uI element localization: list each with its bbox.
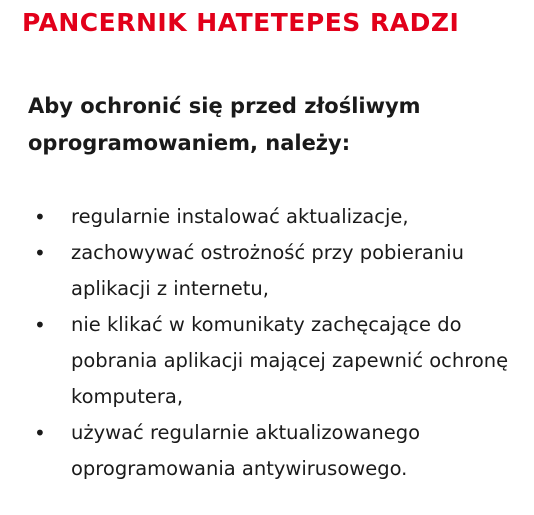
bullet-icon: • <box>34 421 46 445</box>
bullet-icon: • <box>34 205 46 229</box>
list-item <box>28 199 528 235</box>
tips-list <box>28 199 528 487</box>
list-item <box>28 307 528 415</box>
intro-text: Aby ochronić się przed złośliwym oprogramowaniem, należy: <box>28 94 421 155</box>
tip-text: zachowywać ostrożność przy pobieraniu aplikacji z internetu, <box>71 241 464 300</box>
page-title: PANCERNIK HATETEPES RADZI <box>22 8 460 37</box>
list-item <box>28 415 528 487</box>
bullet-icon: • <box>34 241 46 265</box>
tip-text: regularnie instalować aktualizacje, <box>71 205 409 228</box>
bullet-icon: • <box>34 313 46 337</box>
list-item <box>28 235 528 307</box>
tip-text: nie klikać w komunikaty zachęcające do pobrania aplikacji mającej zapewnić ochronę komputera, <box>71 313 509 408</box>
tip-text: używać regularnie aktualizowanego oprogramowania antywirusowego. <box>71 421 421 480</box>
